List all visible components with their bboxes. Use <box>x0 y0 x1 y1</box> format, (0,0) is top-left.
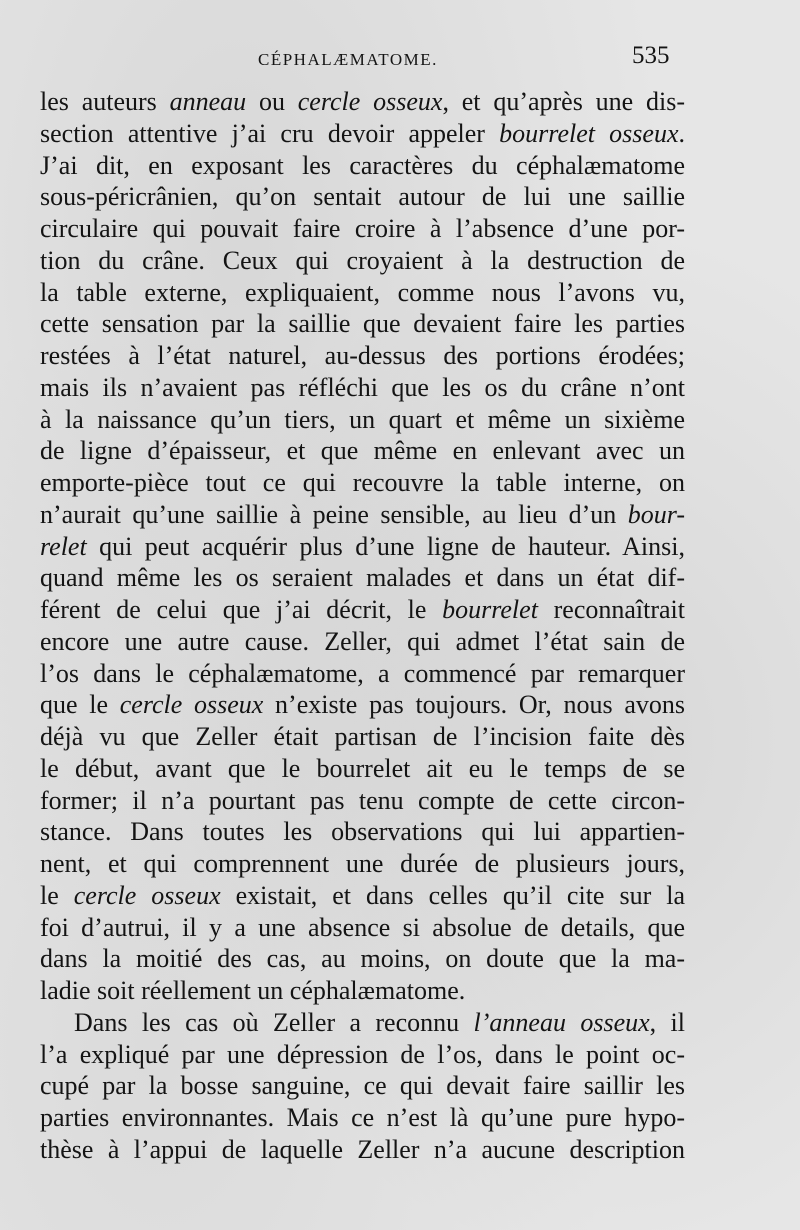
italic-text: anneau <box>169 87 247 116</box>
text-line <box>40 1039 685 1071</box>
text-run: emporte-pièce tout ce qui recouvre la table interne, on <box>40 468 685 497</box>
text-run: cette sensation par la saillie que devaient faire les parties <box>40 309 685 339</box>
text-run: à la naissance qu’un tiers, un quart et même un sixième <box>40 404 685 434</box>
text-line <box>40 562 685 594</box>
text-line <box>40 1102 685 1134</box>
text-run: section attentive j’ai cru devoir appeler <box>40 118 500 148</box>
text-run: férent de celui que j’ai décrit, le <box>40 595 443 624</box>
text-run: l’os dans le céphalæmatome, a commencé par remarquer <box>40 658 685 688</box>
page-number: 535 <box>632 42 670 69</box>
text-line <box>40 1134 685 1166</box>
text-run: existait, et dans celles qu’il cite sur la <box>220 880 685 910</box>
text-run: thèse à l’appui de laquelle Zeller n’a aucune description <box>40 1134 685 1164</box>
text-run: reconnaîtrait <box>537 595 685 624</box>
text-run: quand même les os seraient malades et dans un état dif- <box>40 563 685 593</box>
text-run: n’existe pas toujours. Or, nous avons <box>263 690 685 720</box>
text-line <box>40 912 685 944</box>
text-line <box>40 213 685 245</box>
text-run: J’ai dit, en exposant les caractères du céphalæmatome <box>40 150 685 180</box>
italic-text: bourrelet osseux <box>499 118 679 148</box>
text-run: , et qu’après une dis- <box>442 87 685 116</box>
text-run: restées à l’état naturel, au-dessus des portions érodées; <box>40 341 685 370</box>
running-head <box>0 42 800 76</box>
text-run: dans la moitié des cas, au moins, on doute que la ma- <box>40 944 685 974</box>
text-line <box>40 816 685 848</box>
italic-text: cercle osseux <box>73 880 221 910</box>
text-line <box>40 880 685 912</box>
text-run: , il <box>649 1007 685 1037</box>
running-title: CÉPHALÆMATOME. <box>258 50 438 69</box>
text-line <box>40 308 685 340</box>
text-line <box>40 118 685 150</box>
text-run: les auteurs <box>40 87 170 116</box>
text-run: ladie soit réellement un céphalæmatome. <box>40 976 466 1005</box>
text-line <box>40 1070 685 1102</box>
text-line <box>40 753 685 785</box>
text-line <box>40 689 685 721</box>
text-line <box>40 467 685 499</box>
text-line <box>40 848 685 880</box>
text-line <box>40 245 685 277</box>
text-run: nent, et qui comprennent une durée de plusieurs jours, <box>40 849 685 878</box>
text-run: qui peut acquérir plus d’une ligne de hauteur. Ainsi, <box>86 531 685 561</box>
text-line <box>40 340 685 372</box>
text-run: stance. Dans toutes les observations qui lui appartien- <box>40 817 685 847</box>
text-run: ou <box>246 87 298 116</box>
text-run: Dans les cas où Zeller a reconnu <box>74 1007 474 1037</box>
text-line <box>40 785 685 817</box>
text-run: foi d’autrui, il y a une absence si absolue de details, que <box>40 912 685 942</box>
text-line <box>40 499 685 531</box>
text-run: circulaire qui pouvait faire croire à l’absence d’une por- <box>40 214 685 243</box>
text-line <box>40 531 685 563</box>
text-line <box>40 626 685 658</box>
text-run: tion du crâne. Ceux qui croyaient à la destruction de <box>40 245 685 275</box>
body-text <box>40 86 685 1166</box>
text-run: mais ils n’avaient pas réfléchi que les os du crâne n’ont <box>40 372 685 402</box>
italic-text: l’anneau osseux <box>473 1007 650 1037</box>
text-run: le début, avant que le bourrelet ait eu le temps de se <box>40 753 685 783</box>
text-run: former; il n’a pourtant pas tenu compte de cette circon- <box>40 785 685 815</box>
text-run: que le <box>40 690 120 720</box>
text-line <box>40 1007 685 1039</box>
text-run: cupé par la bosse sanguine, ce qui devait faire saillir les <box>40 1071 685 1101</box>
text-run: la table externe, expliquaient, comme nous l’avons vu, <box>40 277 685 307</box>
text-line <box>40 943 685 975</box>
italic-text: cercle osseux <box>297 87 443 116</box>
text-run: de ligne d’épaisseur, et que même en enlevant avec un <box>40 436 685 466</box>
italic-text: cercle osseux <box>119 690 264 720</box>
text-run: l’a expliqué par une dépression de l’os, dans le point oc- <box>40 1039 685 1069</box>
text-line <box>40 372 685 404</box>
text-line <box>40 181 685 213</box>
text-line <box>40 150 685 182</box>
text-run: encore une autre cause. Zeller, qui admet l’état sain de <box>40 626 685 656</box>
text-line <box>40 404 685 436</box>
text-line <box>40 721 685 753</box>
text-run: n’aurait qu’une saillie à peine sensible, au lieu d’un <box>40 499 628 529</box>
text-run: sous-péricrânien, qu’on sentait autour de lui une saillie <box>40 182 685 212</box>
text-line <box>40 435 685 467</box>
text-line <box>40 86 685 118</box>
text-run: le <box>40 880 74 910</box>
italic-text: bourrelet <box>442 595 538 624</box>
italic-text: relet <box>40 531 87 561</box>
text-run: déjà vu que Zeller était partisan de l’incision faite dès <box>40 722 685 751</box>
text-run: parties environnantes. Mais ce n’est là qu’une pure hypo- <box>40 1103 685 1132</box>
text-line <box>40 658 685 690</box>
italic-text: bour- <box>627 499 685 529</box>
text-line <box>40 975 685 1007</box>
text-run: . <box>678 118 685 148</box>
text-line <box>40 277 685 309</box>
text-line <box>40 594 685 626</box>
